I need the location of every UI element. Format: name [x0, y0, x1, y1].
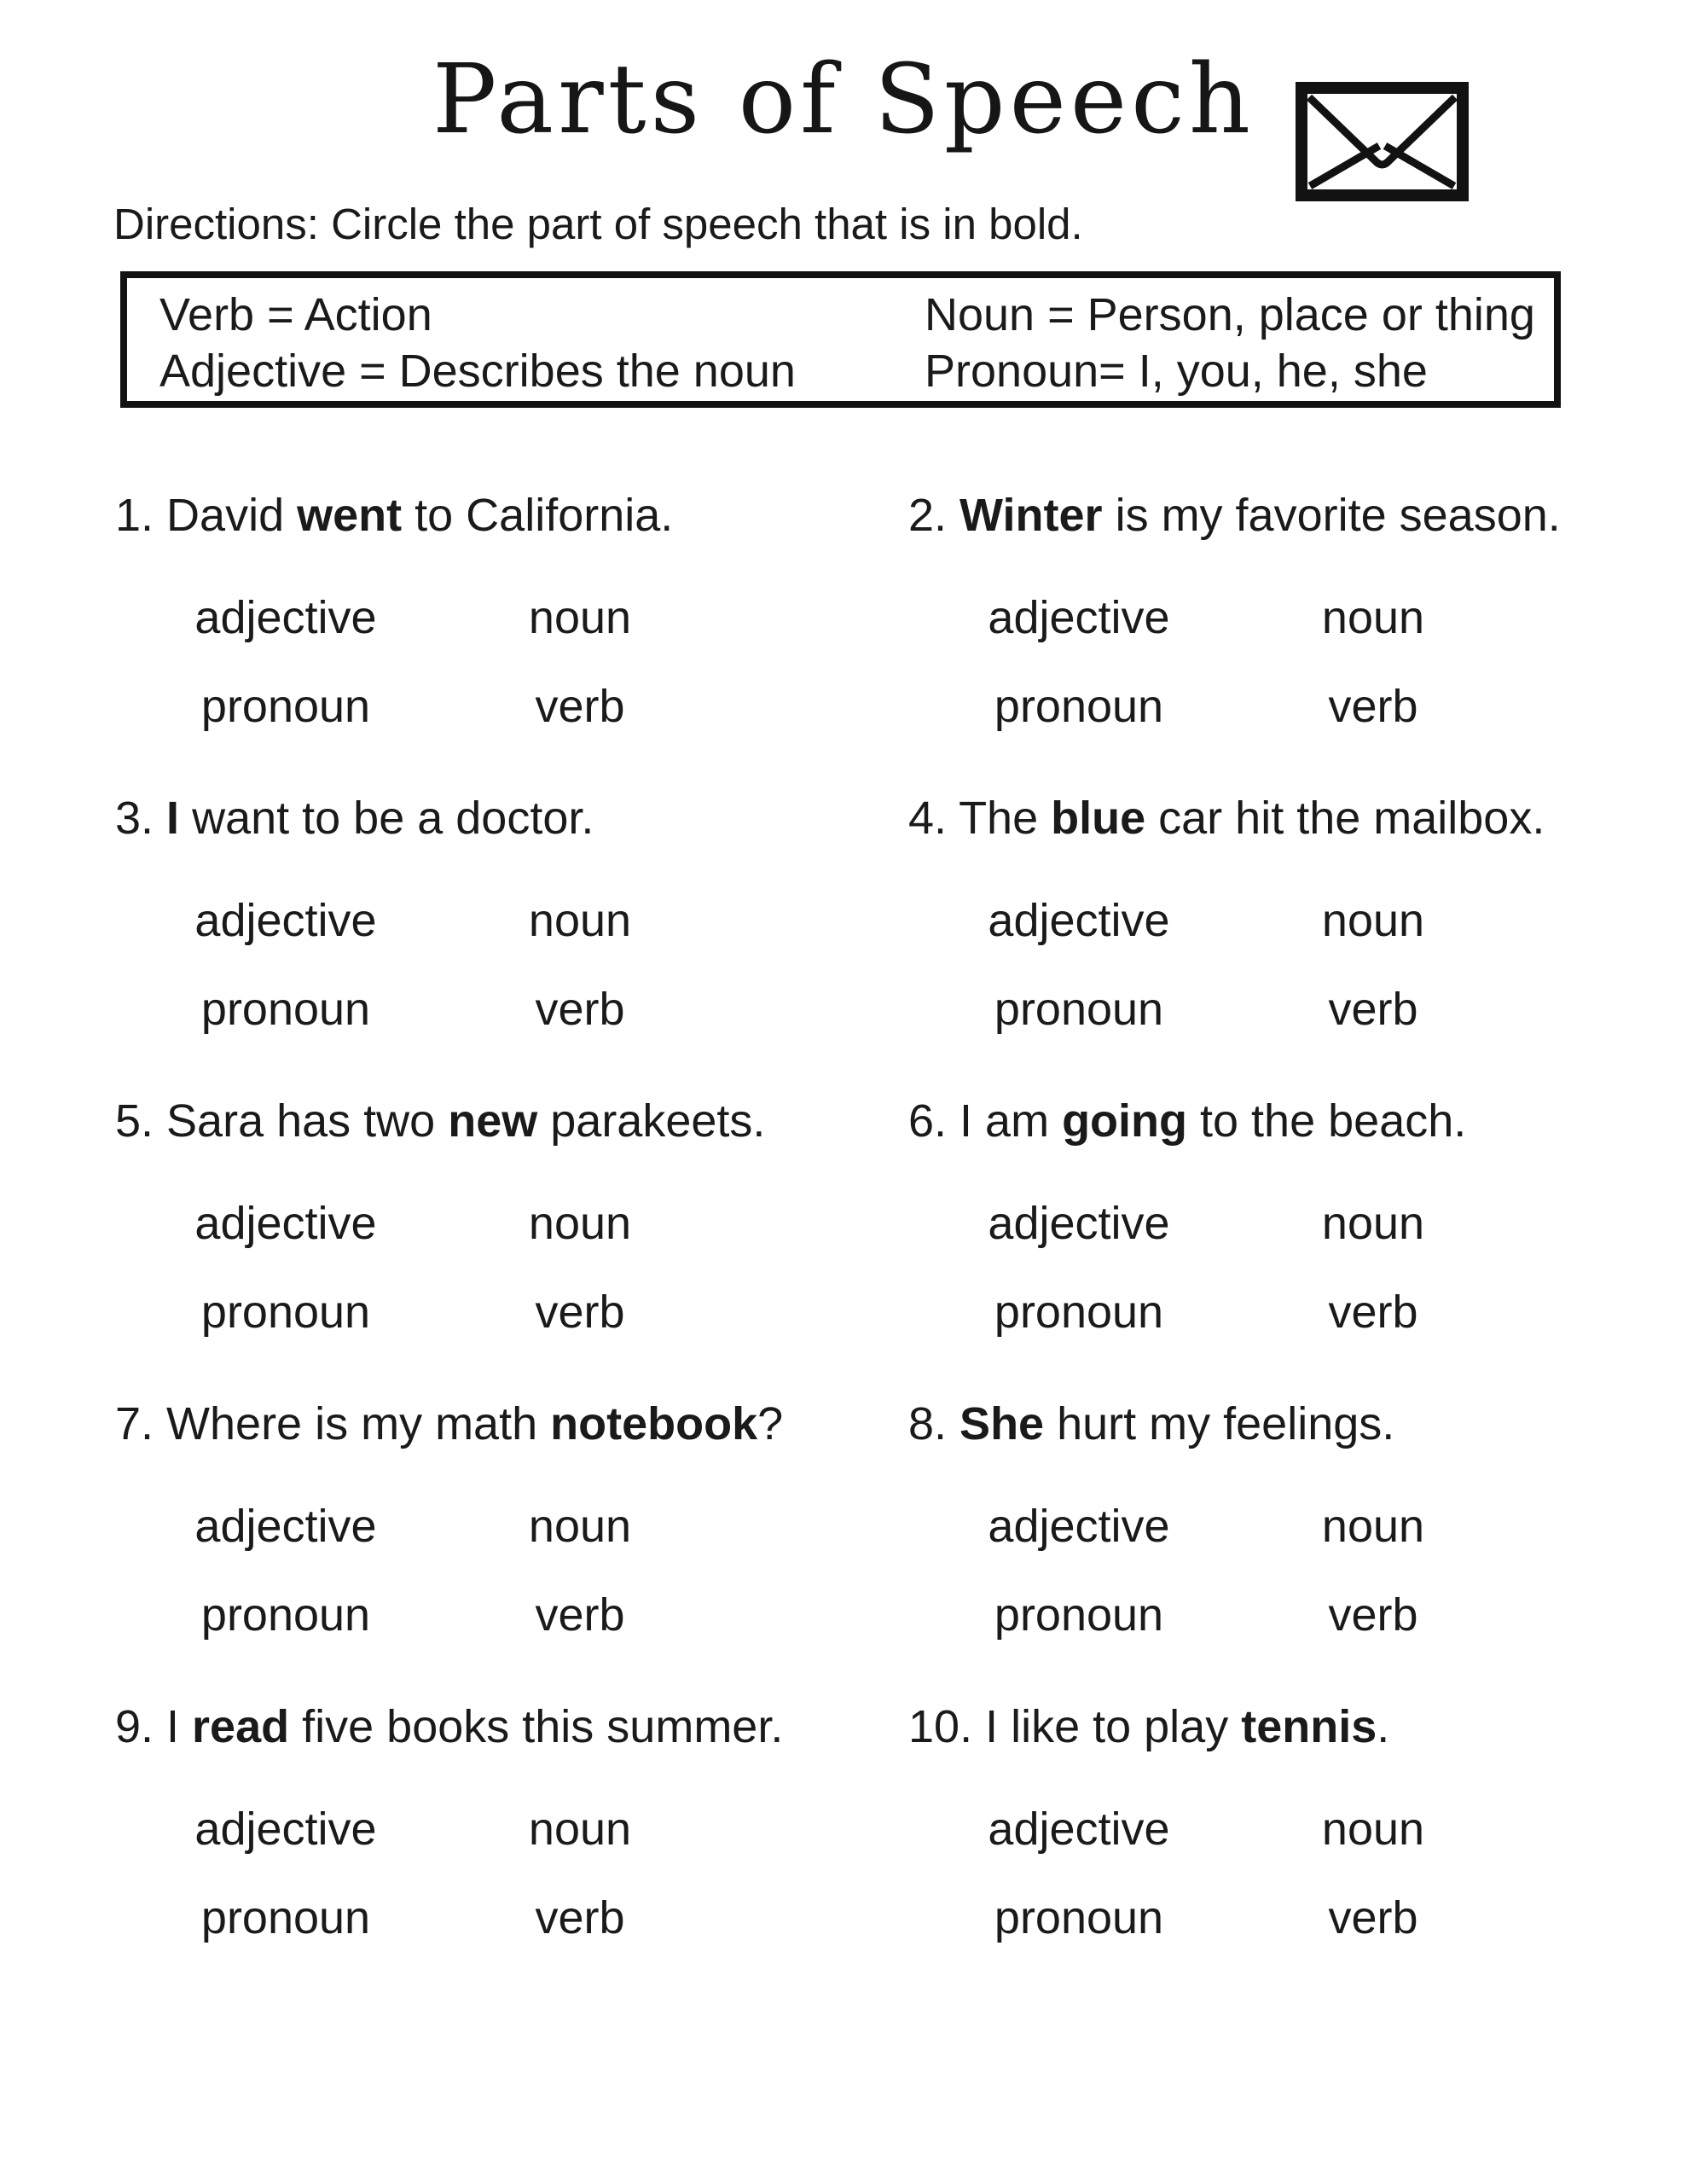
envelope-icon	[1296, 82, 1469, 201]
option-adjective-q9[interactable]: adjective	[194, 1804, 377, 1855]
option-verb-q5[interactable]: verb	[535, 1287, 625, 1338]
bold-target-word: read	[192, 1701, 290, 1752]
key-column-left	[159, 287, 925, 401]
bold-target-word: I	[166, 793, 180, 844]
question-7	[115, 1397, 908, 1699]
option-verb-q9[interactable]: verb	[535, 1892, 625, 1943]
question-2	[908, 488, 1687, 791]
question-4	[908, 791, 1687, 1094]
key-verb-definition: Verb = Action	[159, 289, 432, 340]
question-6	[908, 1094, 1687, 1397]
question-8	[908, 1397, 1687, 1699]
question-sentence: 7. Where is my math notebook?	[115, 1398, 784, 1449]
bold-target-word: blue	[1051, 793, 1146, 844]
directions-text: Directions: Circle the part of speech that is in bold.	[113, 200, 1083, 248]
option-verb-q8[interactable]: verb	[1328, 1589, 1418, 1641]
option-adjective-q10[interactable]: adjective	[988, 1804, 1170, 1855]
question-5	[115, 1094, 908, 1397]
answer-options	[908, 1499, 1687, 1642]
option-pronoun-q10[interactable]: pronoun	[994, 1892, 1164, 1943]
option-noun-q6[interactable]: noun	[1321, 1198, 1425, 1249]
answer-options	[908, 893, 1687, 1037]
option-adjective-q2[interactable]: adjective	[988, 592, 1170, 643]
option-adjective-q7[interactable]: adjective	[194, 1501, 377, 1552]
question-sentence: 4. The blue car hit the mailbox.	[908, 793, 1545, 844]
option-noun-q2[interactable]: noun	[1321, 592, 1425, 643]
option-noun-q10[interactable]: noun	[1321, 1804, 1425, 1855]
answer-options	[908, 590, 1687, 734]
option-noun-q9[interactable]: noun	[528, 1804, 632, 1855]
option-pronoun-q6[interactable]: pronoun	[994, 1287, 1164, 1338]
option-pronoun-q9[interactable]: pronoun	[200, 1892, 371, 1943]
key-column-right	[925, 287, 1554, 401]
option-pronoun-q1[interactable]: pronoun	[200, 681, 371, 732]
definitions-key-box	[120, 271, 1561, 408]
question-1	[115, 488, 908, 791]
option-noun-q5[interactable]: noun	[528, 1198, 632, 1249]
option-verb-q10[interactable]: verb	[1328, 1892, 1418, 1943]
bold-target-word: Winter	[959, 490, 1103, 541]
option-pronoun-q4[interactable]: pronoun	[994, 984, 1164, 1035]
answer-options	[908, 1802, 1687, 1945]
option-adjective-q1[interactable]: adjective	[194, 592, 377, 643]
option-noun-q4[interactable]: noun	[1321, 895, 1425, 946]
option-pronoun-q3[interactable]: pronoun	[200, 984, 371, 1035]
answer-options	[115, 590, 908, 734]
question-sentence: 8. She hurt my feelings.	[908, 1398, 1395, 1449]
option-pronoun-q2[interactable]: pronoun	[994, 681, 1164, 732]
answer-options	[115, 893, 908, 1037]
questions-grid	[115, 488, 1687, 2002]
question-sentence: 10. I like to play tennis.	[908, 1701, 1390, 1752]
question-3	[115, 791, 908, 1094]
option-verb-q1[interactable]: verb	[535, 681, 625, 732]
bold-target-word: notebook	[550, 1398, 758, 1449]
answer-options	[115, 1499, 908, 1642]
question-9	[115, 1699, 908, 2002]
answer-options	[115, 1802, 908, 1945]
option-adjective-q5[interactable]: adjective	[194, 1198, 377, 1249]
question-sentence: 1. David went to California.	[115, 490, 674, 541]
question-sentence: 6. I am going to the beach.	[908, 1095, 1467, 1147]
question-sentence: 9. I read five books this summer.	[115, 1701, 784, 1752]
option-pronoun-q7[interactable]: pronoun	[200, 1589, 371, 1641]
bold-target-word: going	[1062, 1095, 1188, 1147]
option-verb-q4[interactable]: verb	[1328, 984, 1418, 1035]
question-sentence: 5. Sara has two new parakeets.	[115, 1095, 766, 1147]
option-adjective-q6[interactable]: adjective	[988, 1198, 1170, 1249]
option-verb-q7[interactable]: verb	[535, 1589, 625, 1641]
bold-target-word: went	[297, 490, 403, 541]
question-sentence: 2. Winter is my favorite season.	[908, 490, 1561, 541]
key-adjective-definition: Adjective = Describes the noun	[159, 346, 796, 397]
answer-options	[115, 1196, 908, 1339]
answer-options	[908, 1196, 1687, 1339]
question-sentence: 3. I want to be a doctor.	[115, 793, 594, 844]
question-10	[908, 1699, 1687, 2002]
option-verb-q3[interactable]: verb	[535, 984, 625, 1035]
option-pronoun-q5[interactable]: pronoun	[200, 1287, 371, 1338]
bold-target-word: tennis	[1241, 1701, 1377, 1752]
option-noun-q3[interactable]: noun	[528, 895, 632, 946]
key-noun-definition: Noun = Person, place or thing	[925, 289, 1535, 340]
option-adjective-q4[interactable]: adjective	[988, 895, 1170, 946]
option-verb-q6[interactable]: verb	[1328, 1287, 1418, 1338]
option-verb-q2[interactable]: verb	[1328, 681, 1418, 732]
bold-target-word: new	[448, 1095, 538, 1147]
option-pronoun-q8[interactable]: pronoun	[994, 1589, 1164, 1641]
option-adjective-q8[interactable]: adjective	[988, 1501, 1170, 1552]
page-title: Parts of Speech	[432, 44, 1255, 155]
option-noun-q8[interactable]: noun	[1321, 1501, 1425, 1552]
key-pronoun-definition: Pronoun= I, you, he, she	[925, 346, 1428, 397]
option-adjective-q3[interactable]: adjective	[194, 895, 377, 946]
option-noun-q7[interactable]: noun	[528, 1501, 632, 1552]
option-noun-q1[interactable]: noun	[528, 592, 632, 643]
bold-target-word: She	[959, 1398, 1045, 1449]
